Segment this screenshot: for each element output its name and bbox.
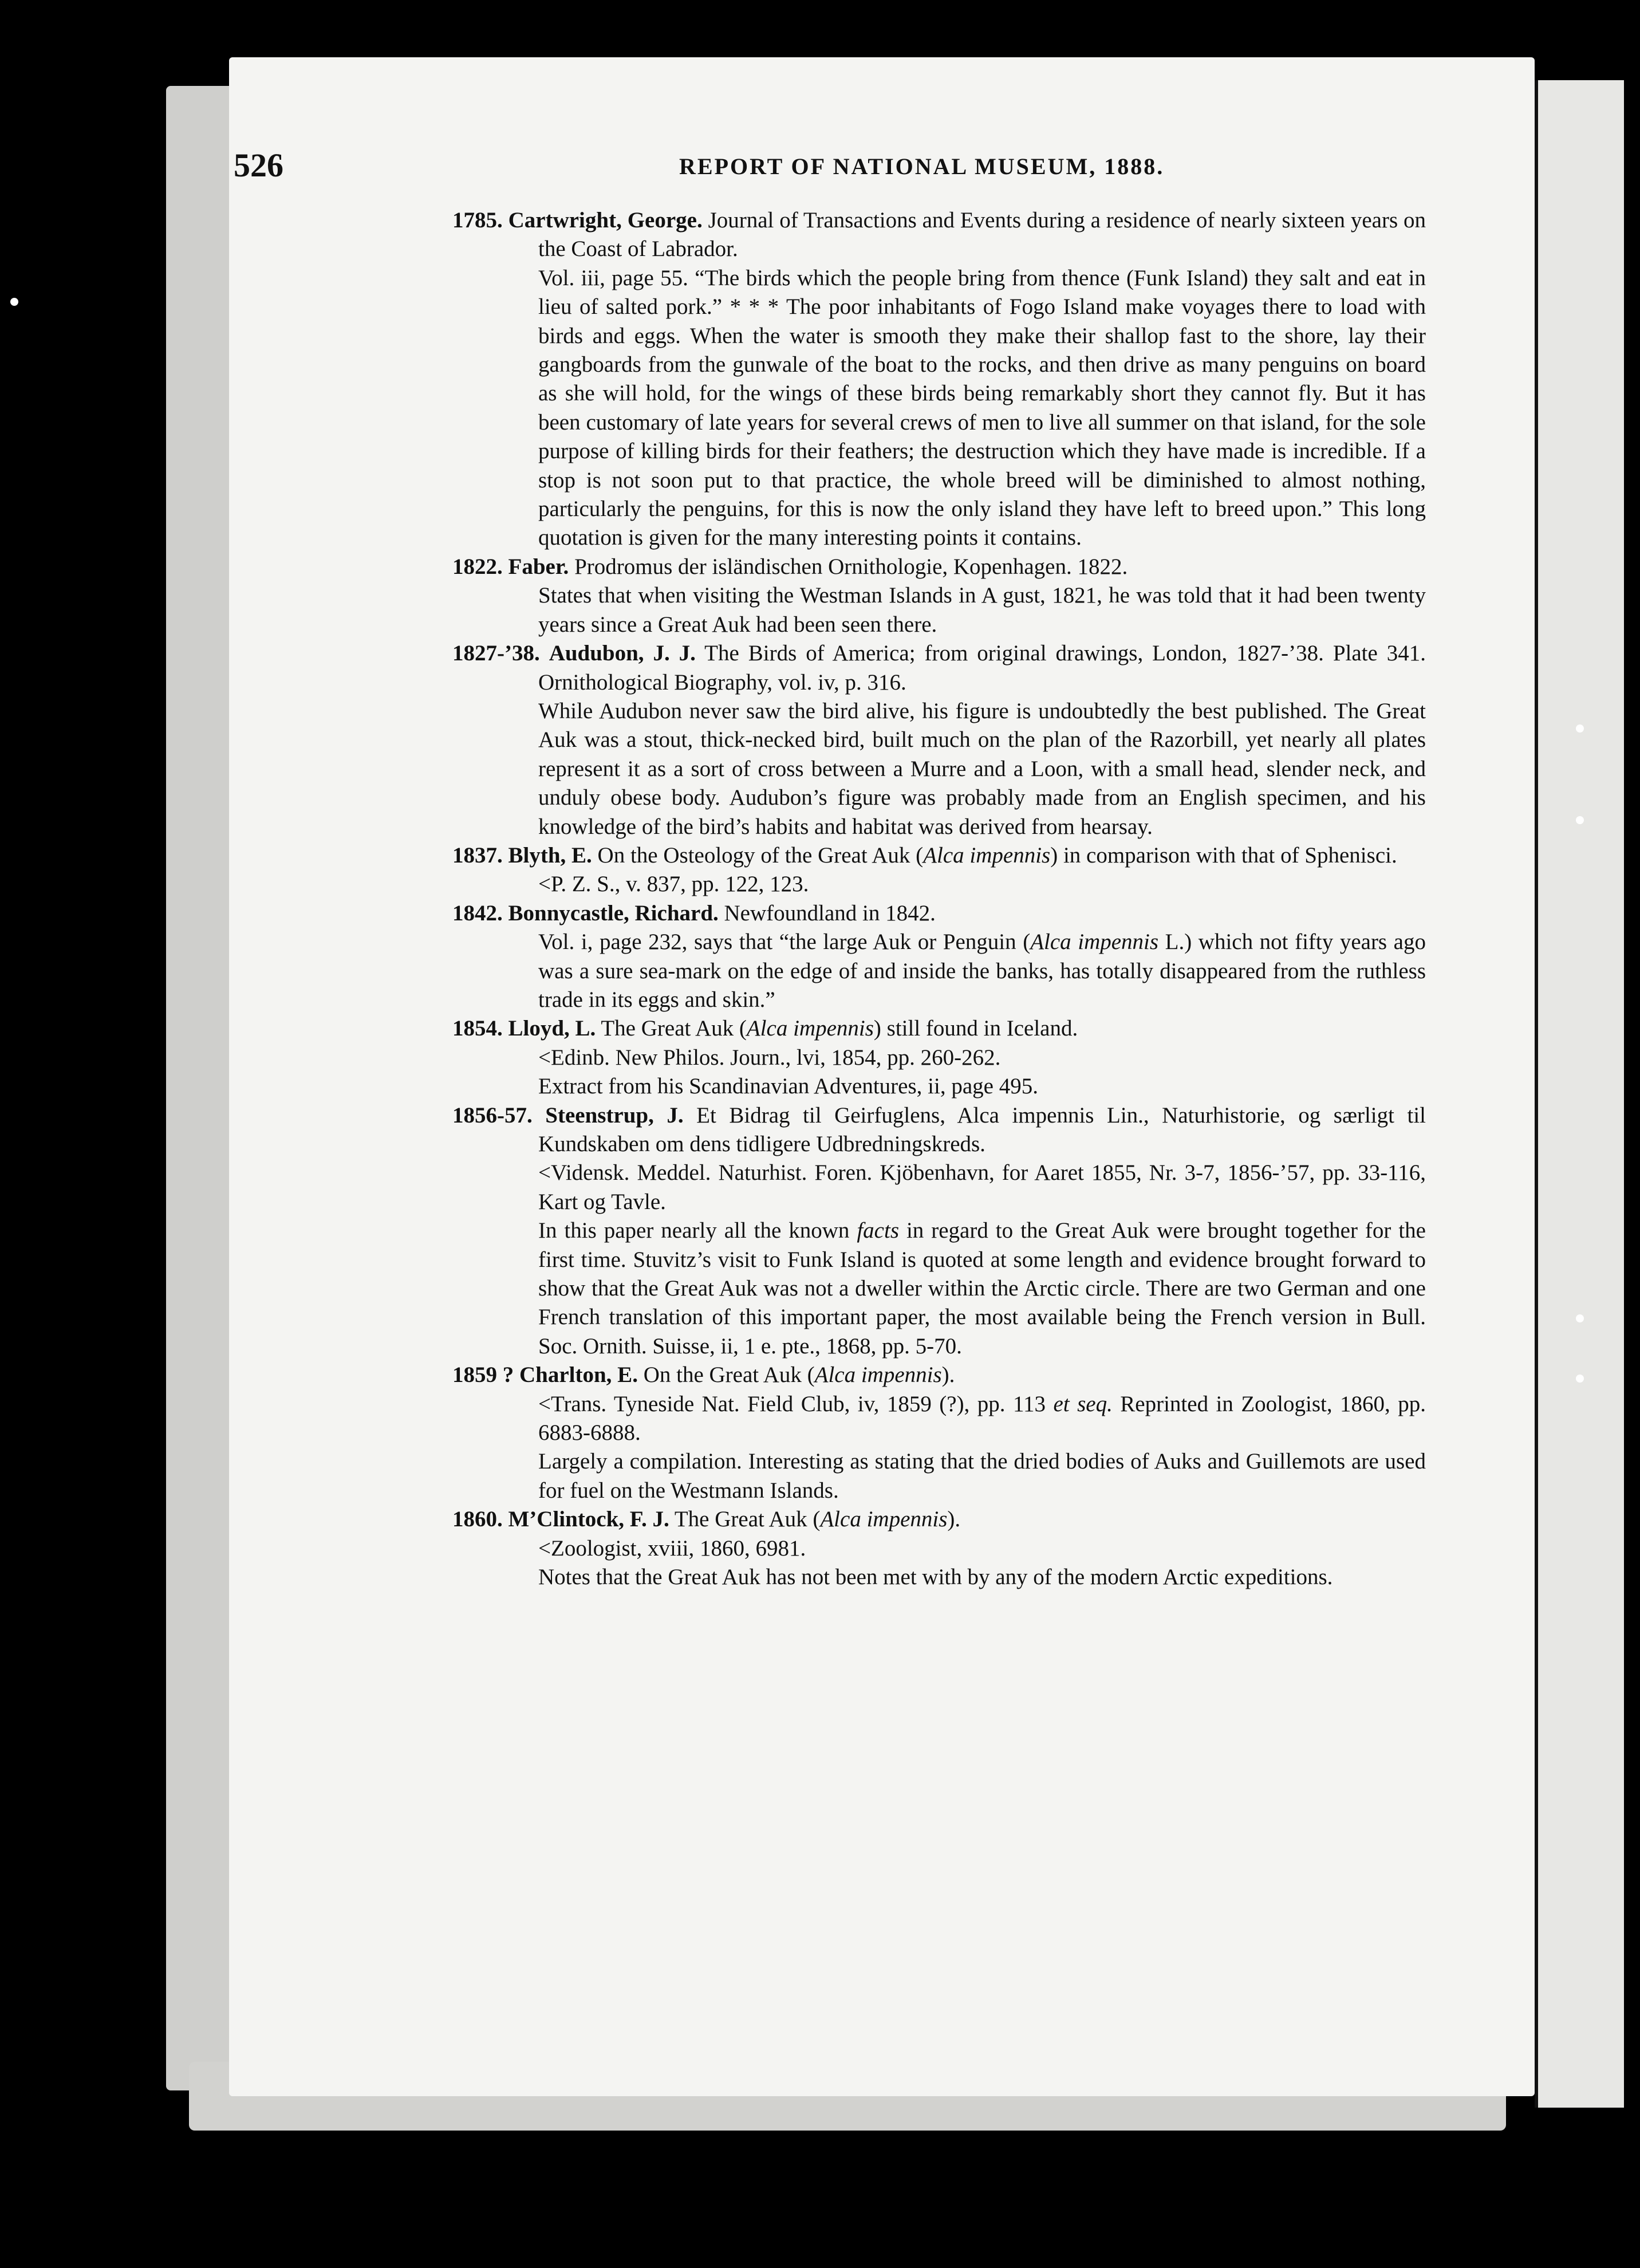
entry-note: <Vidensk. Meddel. Naturhist. Foren. Kjöbenhavn, for Aaret 1855, Nr. 3-7, 1856-’57, pp. 33-116, Kart og Tavle. xyxy=(538,1160,1426,1214)
entry-title-end: ) still found in Iceland. xyxy=(873,1016,1078,1041)
entry-note: Vol. iii, page 55. “The birds which the people bring from thence (Funk Island) they salt and eat in lieu of salted pork.” * * * The poor inhabitants of Fogo Island make voyages there to load with birds and eggs. When the water is smooth they make their shallop fast to the shore, lay their gangboards from the gunwale of the boat to the rocks, and then drive as many penguins on board as she will hold, for the wings of these birds being remarkably short they cannot fly. But it has been customary of late years for several crews of men to live all summer on that island, for the sole purpose of killing birds for their feathers; the destruction which they have made is incredible. If a stop is not soon put to that practice, the whole breed will be diminished to almost nothing, particularly the penguins, for this is now the only island they have left to breed upon.” This long quotation is given for the many interesting points it contains. xyxy=(538,265,1426,550)
entry-1856 xyxy=(452,1101,1426,1361)
entry-author: Lloyd, L. xyxy=(508,1016,596,1041)
entry-author: M’Clintock, F. J. xyxy=(508,1507,669,1532)
entry-title: The Great Auk ( xyxy=(596,1016,747,1041)
entry-note: In this paper nearly all the known xyxy=(538,1218,857,1243)
entry-note: While Audubon never saw the bird alive, his figure is undoubtedly the best published. The Great Auk was a stout, thick-necked bird, built much on the plan of the Razorbill, yet nearly all plates represent it as a sort of cross between a Murre and a Loon, with a small head, slender neck, and unduly obese body. Audubon’s figure was probably made from an English specimen, and his knowledge of the bird’s habits and habitat was derived from hearsay. xyxy=(538,698,1426,839)
entry-author: Steenstrup, J. xyxy=(545,1102,684,1128)
entry-note: States that when visiting the Westman Islands in A gust, 1821, he was told that it had been twenty years since a Great Auk had been seen there. xyxy=(538,583,1426,637)
entry-1842 xyxy=(452,899,1426,1015)
entry-year: 1842. xyxy=(452,900,503,926)
entry-note: Extract from his Scandinavian Adventures, ii, page 495. xyxy=(538,1074,1038,1099)
entry-title: On the Osteology of the Great Auk ( xyxy=(592,842,924,868)
facing-page-edge xyxy=(1535,80,1624,2108)
entry-year: 1859 ? xyxy=(452,1363,514,1388)
entry-title: Prodromus der isländischen Ornithologie, Kopenhagen. 1822. xyxy=(569,554,1128,579)
entry-note: Notes that the Great Auk has not been met with by any of the modern Arctic expeditions. xyxy=(538,1565,1333,1590)
bibliography-body xyxy=(452,206,1426,1592)
entry-title: The Great Auk ( xyxy=(669,1507,821,1532)
entry-year: 1827-’38. xyxy=(452,641,540,666)
entry-note: <Trans. Tyneside Nat. Field Club, iv, 1859 (?), pp. 113 xyxy=(538,1391,1054,1416)
entry-author: Faber. xyxy=(508,554,569,579)
entry-title: The Birds of America; from original drawings, London, 1827-’38. Plate 341. Ornithological Biography, vol. iv, p. 316. xyxy=(538,641,1426,695)
species-name: Alca impennis xyxy=(1030,930,1159,955)
entry-year: 1854. xyxy=(452,1016,503,1041)
entry-1827 xyxy=(452,639,1426,841)
emphasis: facts xyxy=(857,1218,900,1243)
entry-note-end: in regard to the Great Auk were brought together for the first time. Stuvitz’s visit to Funk Island is quoted at some length and evidence brought forward to show that the Great Auk was not a dweller within the Arctic circle. There are two German and one French translation of this important paper, the most available being the French version in Bull. Soc. Ornith. Suisse, ii, 1 e. pte., 1868, pp. 5-70. xyxy=(538,1218,1426,1359)
entry-note-end: Reprinted in Zoologist, 1860, pp. 6883-6888. xyxy=(538,1391,1426,1446)
entry-year: 1822. xyxy=(452,554,503,579)
species-name: Alca impennis xyxy=(814,1363,942,1388)
entry-1837 xyxy=(452,841,1426,899)
running-head: REPORT OF NATIONAL MUSEUM, 1888. xyxy=(679,153,1165,179)
entry-title: On the Great Auk ( xyxy=(637,1363,815,1388)
entry-title: Et Bidrag til Geirfuglens, Alca impennis Lin., Naturhistorie, og særligt til Kundskaben om dens tidligere Udbredningskreds. xyxy=(538,1102,1426,1156)
entry-1860 xyxy=(452,1505,1426,1592)
entry-note: Vol. i, page 232, says that “the large Auk or Penguin ( xyxy=(538,930,1031,955)
entry-title-end: ). xyxy=(947,1507,961,1532)
entry-year: 1856-57. xyxy=(452,1102,533,1128)
entry-note: <Edinb. New Philos. Journ., lvi, 1854, pp. 260-262. xyxy=(538,1045,1001,1070)
species-name: Alca impennis xyxy=(746,1016,874,1041)
entry-note: <Zoologist, xviii, 1860, 6981. xyxy=(538,1535,806,1561)
entry-year: 1860. xyxy=(452,1507,503,1532)
entry-title: Journal of Transactions and Events during a residence of nearly sixteen years on the Coast of Labrador. xyxy=(538,208,1426,262)
entry-1785 xyxy=(452,206,1426,553)
page-header xyxy=(0,146,1640,192)
page-number: 526 xyxy=(234,147,283,184)
entry-author: Blyth, E. xyxy=(508,842,592,868)
entry-author: Audubon, J. J. xyxy=(549,641,696,666)
entry-1854 xyxy=(452,1014,1426,1101)
species-name: Alca impennis xyxy=(820,1507,948,1532)
emphasis: et seq. xyxy=(1053,1391,1113,1416)
entry-note: Largely a compilation. Interesting as stating that the dried bodies of Auks and Guillemots are used for fuel on the Westmann Islands. xyxy=(538,1449,1426,1503)
entry-author: Charlton, E. xyxy=(519,1363,638,1388)
entry-author: Cartwright, George. xyxy=(508,208,703,233)
entry-year: 1785. xyxy=(452,208,503,233)
entry-note-end: L.) which not fifty years ago was a sure sea-mark on the edge of and inside the banks, has totally disappeared from the ruthless trade in its eggs and skin.” xyxy=(538,930,1426,1012)
entry-1859 xyxy=(452,1361,1426,1505)
entry-title-end: ). xyxy=(941,1363,955,1388)
entry-title: Newfoundland in 1842. xyxy=(718,900,936,926)
entry-title-end: ) in comparison with that of Sphenisci. xyxy=(1050,842,1397,868)
entry-author: Bonnycastle, Richard. xyxy=(508,900,719,926)
entry-note: <P. Z. S., v. 837, pp. 122, 123. xyxy=(538,872,809,897)
species-name: Alca impennis xyxy=(923,842,1051,868)
entry-1822 xyxy=(452,553,1426,639)
entry-year: 1837. xyxy=(452,842,503,868)
